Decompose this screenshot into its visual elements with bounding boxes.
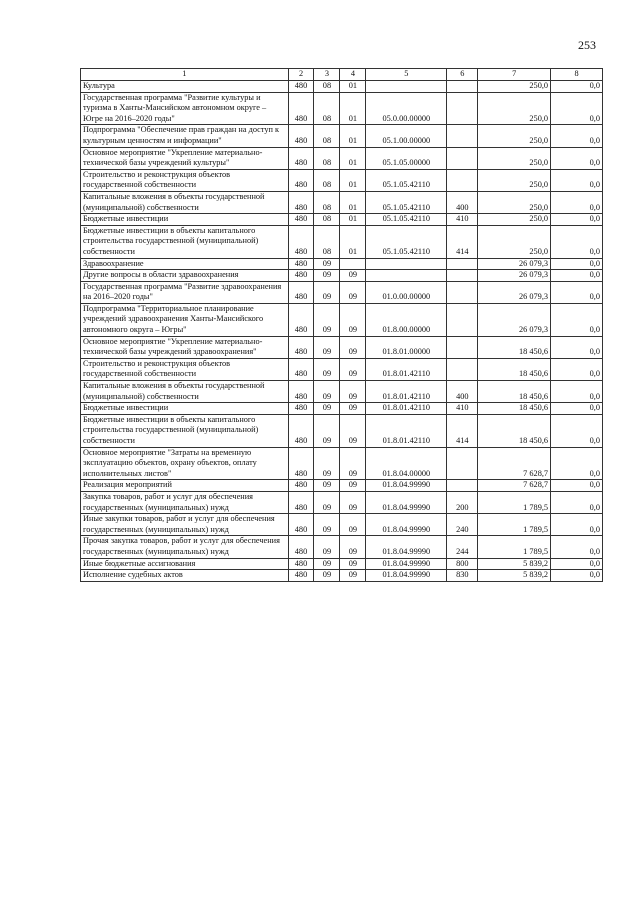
cell-code-5: 01.8.04.99990 (366, 480, 447, 492)
cell-code-3: 09 (314, 403, 340, 415)
table-row (81, 191, 603, 213)
cell-amount-8: 0,0 (551, 381, 603, 403)
cell-code-5: 01.8.01.42110 (366, 381, 447, 403)
cell-code-2: 480 (288, 258, 314, 270)
cell-amount-8: 0,0 (551, 447, 603, 480)
table-row (81, 92, 603, 125)
cell-code-5: 01.8.01.42110 (366, 358, 447, 380)
cell-code-2: 480 (288, 281, 314, 303)
cell-code-4: 09 (340, 381, 366, 403)
table-row (81, 125, 603, 147)
cell-amount-7: 5 839,2 (478, 558, 551, 570)
cell-code-3: 08 (314, 191, 340, 213)
cell-code-3: 09 (314, 447, 340, 480)
cell-code-3: 09 (314, 381, 340, 403)
cell-code-5: 05.1.05.42110 (366, 225, 447, 258)
cell-amount-7: 18 450,6 (478, 358, 551, 380)
cell-code-2: 480 (288, 414, 314, 447)
table-row (81, 147, 603, 169)
cell-code-2: 480 (288, 558, 314, 570)
cell-code-4: 01 (340, 169, 366, 191)
cell-code-2: 480 (288, 81, 314, 93)
cell-code-4: 01 (340, 125, 366, 147)
column-header: 7 (478, 69, 551, 81)
cell-amount-8: 0,0 (551, 125, 603, 147)
cell-code-6 (447, 92, 478, 125)
cell-code-2: 480 (288, 225, 314, 258)
cell-code-6: 244 (447, 536, 478, 558)
cell-code-2: 480 (288, 191, 314, 213)
cell-code-6: 400 (447, 191, 478, 213)
cell-code-6: 800 (447, 558, 478, 570)
cell-code-5: 01.8.04.00000 (366, 447, 447, 480)
cell-amount-7: 26 079,3 (478, 270, 551, 282)
table-row (81, 558, 603, 570)
row-name-cell: Строительство и реконструкция объектов государственной собственности (81, 169, 289, 191)
cell-amount-8: 0,0 (551, 491, 603, 513)
table-row (81, 214, 603, 226)
cell-code-2: 480 (288, 570, 314, 582)
cell-code-5: 01.8.04.99990 (366, 514, 447, 536)
table-row (81, 536, 603, 558)
column-header: 5 (366, 69, 447, 81)
cell-code-6: 400 (447, 381, 478, 403)
cell-amount-8: 0,0 (551, 514, 603, 536)
cell-amount-8: 0,0 (551, 558, 603, 570)
cell-code-4: 09 (340, 414, 366, 447)
cell-code-3: 09 (314, 570, 340, 582)
cell-code-2: 480 (288, 336, 314, 358)
cell-code-6 (447, 336, 478, 358)
cell-code-5: 01.8.04.99990 (366, 536, 447, 558)
page-number: 253 (578, 38, 596, 52)
cell-code-3: 08 (314, 147, 340, 169)
cell-code-2: 480 (288, 480, 314, 492)
cell-code-5: 05.1.05.00000 (366, 147, 447, 169)
cell-code-3: 08 (314, 81, 340, 93)
cell-amount-7: 18 450,6 (478, 381, 551, 403)
cell-code-5: 01.8.01.42110 (366, 414, 447, 447)
cell-code-5: 05.1.05.42110 (366, 214, 447, 226)
table-row (81, 480, 603, 492)
cell-code-5: 01.8.01.42110 (366, 403, 447, 415)
cell-code-3: 09 (314, 514, 340, 536)
column-header: 3 (314, 69, 340, 81)
cell-amount-8: 0,0 (551, 191, 603, 213)
cell-code-4: 01 (340, 147, 366, 169)
cell-code-2: 480 (288, 92, 314, 125)
table-row (81, 414, 603, 447)
cell-code-5: 01.8.04.99990 (366, 491, 447, 513)
cell-amount-7: 250,0 (478, 214, 551, 226)
cell-amount-8: 0,0 (551, 270, 603, 282)
cell-code-6: 200 (447, 491, 478, 513)
cell-code-4: 01 (340, 81, 366, 93)
column-header: 4 (340, 69, 366, 81)
cell-code-6 (447, 270, 478, 282)
cell-code-3: 09 (314, 258, 340, 270)
cell-code-4: 09 (340, 270, 366, 282)
cell-code-4: 09 (340, 480, 366, 492)
table-row (81, 570, 603, 582)
cell-code-6 (447, 358, 478, 380)
cell-code-4: 09 (340, 558, 366, 570)
cell-code-5: 05.1.05.42110 (366, 191, 447, 213)
cell-code-3: 09 (314, 336, 340, 358)
cell-amount-7: 26 079,3 (478, 258, 551, 270)
cell-code-5 (366, 270, 447, 282)
table-row (81, 258, 603, 270)
cell-code-5 (366, 81, 447, 93)
cell-code-3: 09 (314, 414, 340, 447)
cell-code-5: 01.8.00.00000 (366, 303, 447, 336)
cell-code-5: 01.0.00.00000 (366, 281, 447, 303)
cell-code-4: 01 (340, 191, 366, 213)
row-name-cell: Государственная программа "Развитие культуры и туризма в Ханты-Мансийском автономном округе – Югре на 2016–2020 годы" (81, 92, 289, 125)
cell-amount-7: 1 789,5 (478, 514, 551, 536)
table-row (81, 270, 603, 282)
cell-amount-7: 250,0 (478, 81, 551, 93)
row-name-cell: Прочая закупка товаров, работ и услуг для обеспечения государственных (муниципальных) нужд (81, 536, 289, 558)
cell-code-2: 480 (288, 147, 314, 169)
cell-amount-7: 250,0 (478, 191, 551, 213)
cell-amount-8: 0,0 (551, 225, 603, 258)
cell-code-5: 05.0.00.00000 (366, 92, 447, 125)
cell-amount-8: 0,0 (551, 281, 603, 303)
cell-code-3: 08 (314, 92, 340, 125)
cell-amount-7: 250,0 (478, 169, 551, 191)
cell-code-3: 09 (314, 480, 340, 492)
row-name-cell: Культура (81, 81, 289, 93)
budget-table (80, 68, 603, 582)
cell-amount-8: 0,0 (551, 147, 603, 169)
cell-code-4 (340, 258, 366, 270)
cell-code-3: 08 (314, 169, 340, 191)
cell-amount-7: 1 789,5 (478, 536, 551, 558)
cell-code-2: 480 (288, 125, 314, 147)
row-name-cell: Капитальные вложения в объекты государственной (муниципальной) собственности (81, 381, 289, 403)
row-name-cell: Основное мероприятие "Укрепление материально-технической базы учреждений культуры" (81, 147, 289, 169)
cell-code-4: 09 (340, 281, 366, 303)
table-row (81, 281, 603, 303)
cell-code-6 (447, 125, 478, 147)
cell-code-2: 480 (288, 358, 314, 380)
cell-code-3: 09 (314, 281, 340, 303)
table-row (81, 81, 603, 93)
cell-code-6 (447, 447, 478, 480)
cell-amount-7: 18 450,6 (478, 403, 551, 415)
table-row (81, 514, 603, 536)
cell-amount-7: 250,0 (478, 92, 551, 125)
row-name-cell: Подпрограмма "Обеспечение прав граждан на доступ к культурным ценностям и информации" (81, 125, 289, 147)
row-name-cell: Иные закупки товаров, работ и услуг для обеспечения государственных (муниципальных) нужд (81, 514, 289, 536)
cell-code-6 (447, 281, 478, 303)
row-name-cell: Государственная программа "Развитие здравоохранения на 2016–2020 годы" (81, 281, 289, 303)
cell-code-2: 480 (288, 303, 314, 336)
row-name-cell: Исполнение судебных актов (81, 570, 289, 582)
cell-amount-7: 26 079,3 (478, 303, 551, 336)
column-header: 6 (447, 69, 478, 81)
cell-code-6: 410 (447, 403, 478, 415)
cell-code-4: 09 (340, 336, 366, 358)
table-row (81, 403, 603, 415)
cell-amount-8: 0,0 (551, 169, 603, 191)
table-row (81, 169, 603, 191)
cell-code-3: 09 (314, 536, 340, 558)
cell-code-4: 01 (340, 225, 366, 258)
table-header-row (81, 69, 603, 81)
table-row (81, 225, 603, 258)
cell-code-3: 08 (314, 214, 340, 226)
row-name-cell: Капитальные вложения в объекты государственной (муниципальной) собственности (81, 191, 289, 213)
row-name-cell: Другие вопросы в области здравоохранения (81, 270, 289, 282)
table-row (81, 491, 603, 513)
cell-code-6: 414 (447, 225, 478, 258)
cell-amount-7: 1 789,5 (478, 491, 551, 513)
cell-code-3: 09 (314, 558, 340, 570)
cell-amount-8: 0,0 (551, 214, 603, 226)
cell-code-4: 09 (340, 358, 366, 380)
cell-code-2: 480 (288, 447, 314, 480)
cell-code-5: 05.1.05.42110 (366, 169, 447, 191)
cell-amount-8: 0,0 (551, 336, 603, 358)
cell-amount-8: 0,0 (551, 403, 603, 415)
row-name-cell: Подпрограмма "Территориальное планирование учреждений здравоохранения Ханты-Мансийского автономного округа – Югры" (81, 303, 289, 336)
cell-code-6: 240 (447, 514, 478, 536)
row-name-cell: Иные бюджетные ассигнования (81, 558, 289, 570)
table-row (81, 381, 603, 403)
cell-code-2: 480 (288, 270, 314, 282)
cell-code-6 (447, 480, 478, 492)
cell-amount-8: 0,0 (551, 570, 603, 582)
cell-amount-8: 0,0 (551, 536, 603, 558)
cell-code-6: 410 (447, 214, 478, 226)
cell-amount-7: 18 450,6 (478, 336, 551, 358)
column-header: 2 (288, 69, 314, 81)
cell-amount-8: 0,0 (551, 358, 603, 380)
cell-amount-8: 0,0 (551, 414, 603, 447)
cell-code-6: 830 (447, 570, 478, 582)
cell-amount-7: 250,0 (478, 225, 551, 258)
cell-code-2: 480 (288, 381, 314, 403)
cell-amount-7: 26 079,3 (478, 281, 551, 303)
row-name-cell: Строительство и реконструкция объектов государственной собственности (81, 358, 289, 380)
row-name-cell: Бюджетные инвестиции в объекты капитального строительства государственной (муниципальной) собственности (81, 225, 289, 258)
cell-amount-7: 7 628,7 (478, 447, 551, 480)
row-name-cell: Бюджетные инвестиции (81, 403, 289, 415)
table-row (81, 447, 603, 480)
cell-code-4: 09 (340, 303, 366, 336)
cell-code-4: 09 (340, 536, 366, 558)
cell-amount-8: 0,0 (551, 81, 603, 93)
cell-amount-7: 5 839,2 (478, 570, 551, 582)
cell-code-4: 09 (340, 491, 366, 513)
cell-code-4: 01 (340, 214, 366, 226)
cell-code-4: 09 (340, 403, 366, 415)
cell-amount-7: 7 628,7 (478, 480, 551, 492)
cell-code-6 (447, 169, 478, 191)
cell-code-2: 480 (288, 491, 314, 513)
cell-code-5: 05.1.00.00000 (366, 125, 447, 147)
table-row (81, 358, 603, 380)
cell-code-2: 480 (288, 214, 314, 226)
column-header: 8 (551, 69, 603, 81)
cell-code-3: 09 (314, 270, 340, 282)
cell-code-2: 480 (288, 514, 314, 536)
table-row (81, 303, 603, 336)
cell-amount-8: 0,0 (551, 258, 603, 270)
cell-code-6 (447, 147, 478, 169)
row-name-cell: Основное мероприятие "Укрепление материально-технической базы учреждений здравоохранения" (81, 336, 289, 358)
cell-code-5 (366, 258, 447, 270)
cell-code-5: 01.8.04.99990 (366, 558, 447, 570)
cell-code-3: 08 (314, 125, 340, 147)
cell-amount-8: 0,0 (551, 92, 603, 125)
cell-code-4: 01 (340, 92, 366, 125)
cell-amount-7: 250,0 (478, 147, 551, 169)
cell-code-3: 09 (314, 491, 340, 513)
cell-amount-7: 250,0 (478, 125, 551, 147)
cell-code-3: 09 (314, 303, 340, 336)
cell-amount-7: 18 450,6 (478, 414, 551, 447)
row-name-cell: Основное мероприятие "Затраты на временную эксплуатацию объектов, охрану объектов, оплату исполнительных листов" (81, 447, 289, 480)
cell-code-2: 480 (288, 403, 314, 415)
row-name-cell: Реализация мероприятий (81, 480, 289, 492)
row-name-cell: Бюджетные инвестиции в объекты капитального строительства государственной (муниципальной) собственности (81, 414, 289, 447)
cell-code-6 (447, 258, 478, 270)
cell-amount-8: 0,0 (551, 303, 603, 336)
cell-code-3: 09 (314, 358, 340, 380)
cell-amount-8: 0,0 (551, 480, 603, 492)
cell-code-5: 01.8.04.99990 (366, 570, 447, 582)
row-name-cell: Закупка товаров, работ и услуг для обеспечения государственных (муниципальных) нужд (81, 491, 289, 513)
cell-code-5: 01.8.01.00000 (366, 336, 447, 358)
cell-code-2: 480 (288, 536, 314, 558)
cell-code-6 (447, 81, 478, 93)
cell-code-6: 414 (447, 414, 478, 447)
row-name-cell: Здравоохранение (81, 258, 289, 270)
table-row (81, 336, 603, 358)
cell-code-6 (447, 303, 478, 336)
cell-code-2: 480 (288, 169, 314, 191)
row-name-cell: Бюджетные инвестиции (81, 214, 289, 226)
cell-code-3: 08 (314, 225, 340, 258)
cell-code-4: 09 (340, 514, 366, 536)
cell-code-4: 09 (340, 570, 366, 582)
table-body (81, 81, 603, 582)
column-header: 1 (81, 69, 289, 81)
cell-code-4: 09 (340, 447, 366, 480)
